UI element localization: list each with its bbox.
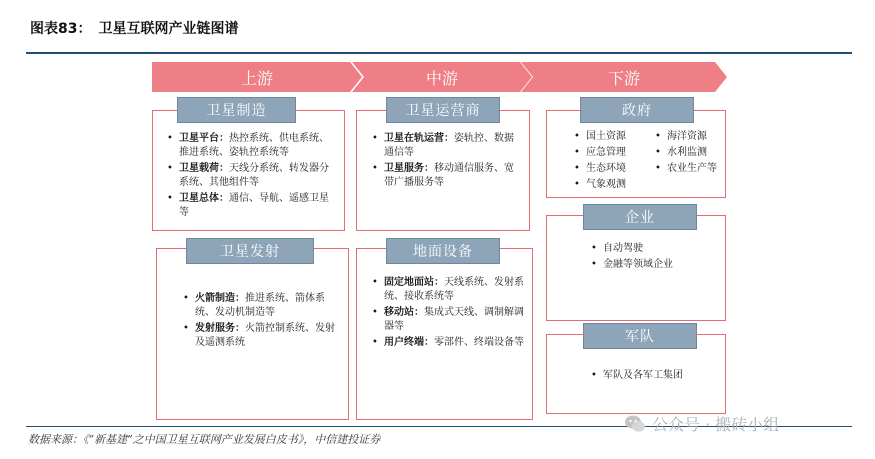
tag-ground-equipment: 地面设备 (386, 238, 500, 264)
stage-midstream (352, 62, 532, 92)
list-government-col2 (654, 130, 724, 176)
list-item: • 卫星平台：热控系统、供电系统、推进系统、姿轨控系统等 (166, 132, 338, 160)
figure-title: 图表83： 卫星互联网产业链图谱 (30, 21, 239, 37)
stage-midstream-label: 中游 (425, 68, 458, 88)
list-item: • 用户终端：零部件、终端设备等 (371, 336, 527, 350)
top-rule (26, 52, 852, 54)
tag-military: 军队 (583, 323, 697, 349)
list-military (590, 369, 720, 383)
tag-government: 政府 (580, 97, 694, 123)
list-item: • 农业生产等 (654, 162, 724, 176)
list-item: • 卫星总体：通信、导航、遥感卫星等 (166, 192, 338, 220)
list-item: • 金融等领域企业 (590, 258, 720, 272)
list-satellite-launch (182, 292, 340, 350)
list-item: • 卫星在轨运营：姿轨控、数据通信等 (371, 132, 521, 160)
stage-downstream (521, 62, 727, 92)
watermark (624, 412, 779, 435)
list-item: • 发射服务：火箭控制系统、发射及遥测系统 (182, 322, 340, 350)
list-ground-equipment (371, 276, 527, 350)
list-item: • 移动站：集成式天线、调制解调器等 (371, 306, 527, 334)
list-item: • 应急管理 (573, 146, 645, 160)
list-item: • 气象观测 (573, 178, 645, 192)
tag-satellite-launch: 卫星发射 (186, 238, 314, 264)
stage-upstream (152, 62, 362, 92)
stage-upstream-label: 上游 (240, 68, 273, 88)
list-enterprise (590, 242, 720, 272)
list-government-col1 (573, 130, 645, 192)
tag-satellite-operator: 卫星运营商 (386, 97, 500, 123)
list-item: • 火箭制造：推进系统、箭体系统、发动机制造等 (182, 292, 340, 320)
list-item: • 军队及各军工集团 (590, 369, 720, 383)
list-item: • 卫星服务：移动通信服务、宽带广播服务等 (371, 162, 521, 190)
wechat-icon (624, 414, 646, 434)
tag-enterprise: 企业 (583, 204, 697, 230)
list-item: • 水利监测 (654, 146, 724, 160)
list-item: • 国土资源 (573, 130, 645, 144)
list-item: • 自动驾驶 (590, 242, 720, 256)
list-item: • 海洋资源 (654, 130, 724, 144)
list-satellite-manufacturing (166, 132, 338, 220)
list-item: • 卫星载荷：天线分系统、转发器分系统、其他组件等 (166, 162, 338, 190)
source-note: 数据来源：《“新基建”之中国卫星互联网产业发展白皮书》，中信建投证券 (28, 433, 381, 446)
list-item: • 固定地面站：天线系统、发射系统、接收系统等 (371, 276, 527, 304)
list-item: • 生态环境 (573, 162, 645, 176)
watermark-text: 公众号 · 搬砖小组 (652, 415, 780, 434)
stage-downstream-label: 下游 (607, 68, 640, 88)
list-satellite-operator (371, 132, 521, 190)
tag-satellite-manufacturing: 卫星制造 (177, 97, 296, 123)
